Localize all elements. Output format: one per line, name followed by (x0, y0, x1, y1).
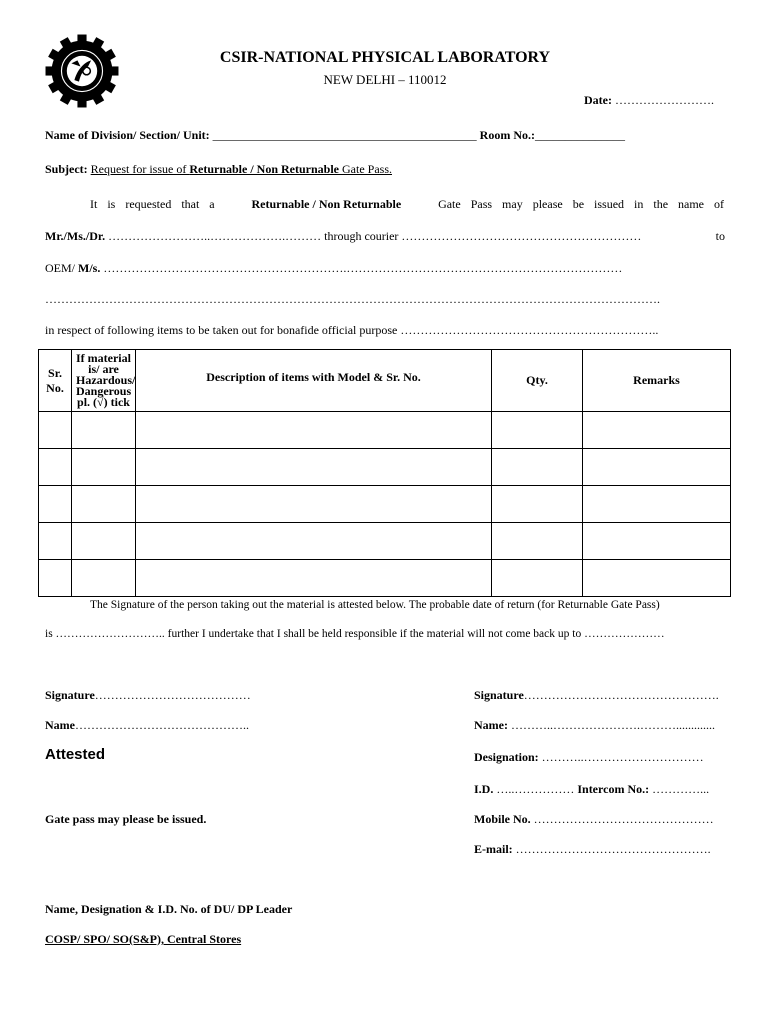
col-hazard-header: If material is/ are Hazardous/ Dangerous pl. (√) tick (72, 350, 136, 412)
para-line1-b: Gate Pass may please be issued in the name of (438, 197, 724, 211)
right-name-field[interactable]: ………..………………….………............. (507, 718, 715, 732)
gate-pass-line (45, 812, 206, 827)
attest-text-2: is ……………………….. further I undertake that I shall be held responsible if the material will not come back up to ………………… (45, 628, 665, 640)
cell-remarks[interactable] (583, 412, 731, 449)
cell-desc[interactable] (136, 560, 492, 597)
right-signature-field[interactable]: …………………………………………. (523, 688, 719, 702)
stores-line (45, 932, 241, 947)
cell-sr[interactable] (39, 560, 72, 597)
subject-line (45, 162, 392, 177)
left-signature-label: Signature (45, 688, 95, 702)
city-line (0, 72, 770, 88)
subject-post: Gate Pass. (339, 162, 392, 176)
cell-hazard[interactable] (72, 560, 136, 597)
cell-remarks[interactable] (583, 449, 731, 486)
cell-qty[interactable] (492, 412, 583, 449)
col-sr-header: Sr. No. (39, 350, 72, 412)
id-label: I.D. (474, 782, 494, 796)
right-name-line (474, 718, 715, 733)
cell-desc[interactable] (136, 523, 492, 560)
date-label: Date: (584, 93, 612, 107)
cell-remarks[interactable] (583, 560, 731, 597)
attest-text-1: The Signature of the person taking out the material is attested below. The probable date of return (for Returnable Gate Pass) (90, 599, 660, 611)
cell-hazard[interactable] (72, 486, 136, 523)
mobile-label: Mobile No. (474, 812, 531, 826)
ms-label: M/s. (78, 261, 101, 275)
du-leader-text: Name, Designation & I.D. No. of DU/ DP Leader (45, 902, 293, 916)
right-signature-line (474, 688, 719, 703)
attest-line-1 (90, 599, 660, 611)
col-qty-header: Qty. (492, 350, 583, 412)
cell-sr[interactable] (39, 523, 72, 560)
du-leader-line (45, 902, 292, 917)
city-text: NEW DELHI – 110012 (323, 72, 447, 87)
name-prefix-label: Mr./Ms./Dr. (45, 229, 106, 243)
col-desc-header: Description of items with Model & Sr. No. (136, 350, 492, 412)
mobile-field[interactable]: ……………………………………… (530, 812, 714, 826)
attested-heading (45, 746, 105, 763)
table-row (39, 560, 731, 597)
stores-text: COSP/ SPO/ SO(S&P), Central Stores (45, 932, 242, 946)
left-name-field[interactable]: …………………………………….. (75, 718, 249, 732)
division-label: Name of Division/ Section/ Unit: (45, 128, 210, 142)
cell-sr[interactable] (39, 412, 72, 449)
email-label: E-mail: (474, 842, 513, 856)
cell-remarks[interactable] (583, 523, 731, 560)
attested-text: Attested (45, 746, 106, 763)
cell-desc[interactable] (136, 412, 492, 449)
para-line-5 (45, 323, 658, 338)
table-row (39, 486, 731, 523)
cell-hazard[interactable] (72, 412, 136, 449)
id-intercom-line (474, 782, 709, 797)
cell-sr[interactable] (39, 486, 72, 523)
purpose-text: in respect of following items to be taken out for bonafide official purpose (45, 323, 398, 337)
cell-remarks[interactable] (583, 486, 731, 523)
gate-pass-text: Gate pass may please be issued. (45, 812, 207, 826)
division-field[interactable]: ____________________________________________ (209, 128, 477, 142)
cell-qty[interactable] (492, 523, 583, 560)
left-signature-field[interactable]: ………………………………… (94, 688, 251, 702)
extra-field[interactable]: ………………………………………………………………………………………………………………………………………. (45, 292, 660, 306)
cell-qty[interactable] (492, 560, 583, 597)
oem-text: OEM/ (45, 261, 78, 275)
para-line1-a: It is requested that a (90, 197, 215, 211)
subject-pre: Request for issue of (90, 162, 190, 176)
cell-hazard[interactable] (72, 449, 136, 486)
intercom-field[interactable]: …………... (649, 782, 710, 796)
to-text: to (715, 229, 725, 243)
room-label: Room No.: (476, 128, 535, 142)
cell-desc[interactable] (136, 449, 492, 486)
para-line1-bold: Returnable / Non Returnable (251, 197, 402, 211)
email-field[interactable]: …………………………………………. (512, 842, 711, 856)
cell-desc[interactable] (136, 486, 492, 523)
para-line-3 (45, 261, 622, 276)
csir-gear-logo-icon (44, 33, 120, 109)
oem-field[interactable]: …………………………………………………….…………………………………………………………… (100, 261, 623, 275)
attest-line-2 (45, 628, 665, 640)
id-field[interactable]: …..…………… (493, 782, 578, 796)
intercom-label: Intercom No.: (577, 782, 650, 796)
table-header-row (39, 350, 731, 412)
designation-label: Designation: (474, 750, 539, 764)
division-line (45, 128, 625, 143)
purpose-field[interactable]: ……………………………………………………….. (397, 323, 659, 337)
name-prefix-field[interactable]: ……………………..……………….……… (105, 229, 325, 243)
subject-label: Subject: (45, 162, 88, 176)
para-line-2 (45, 229, 725, 244)
org-name-text: CSIR-NATIONAL PHYSICAL LABORATORY (219, 49, 551, 66)
para-line-1 (90, 197, 724, 212)
date-line (584, 93, 714, 108)
table-row (39, 449, 731, 486)
designation-line (474, 750, 704, 765)
items-table (38, 349, 731, 597)
mobile-line (474, 812, 714, 827)
left-name-line (45, 718, 249, 733)
left-name-label: Name (45, 718, 75, 732)
courier-field[interactable]: …………………………………………………… (398, 229, 642, 243)
col-remarks-header: Remarks (583, 350, 731, 412)
right-signature-label: Signature (474, 688, 524, 702)
cell-qty[interactable] (492, 449, 583, 486)
subject-bold: Returnable / Non Returnable (189, 162, 339, 176)
para-line-4 (45, 292, 660, 307)
room-field[interactable]: _______________ (535, 128, 625, 142)
email-line (474, 842, 711, 857)
cell-hazard[interactable] (72, 523, 136, 560)
courier-text: through courier (324, 229, 399, 243)
table-row (39, 523, 731, 560)
designation-field[interactable]: ………..………………………… (538, 750, 704, 764)
cell-qty[interactable] (492, 486, 583, 523)
date-field[interactable]: ……………………. (611, 93, 714, 107)
table-row (39, 412, 731, 449)
cell-sr[interactable] (39, 449, 72, 486)
org-name (0, 49, 770, 67)
left-signature-line (45, 688, 251, 703)
subject-text (91, 162, 392, 176)
right-name-label: Name: (474, 718, 508, 732)
